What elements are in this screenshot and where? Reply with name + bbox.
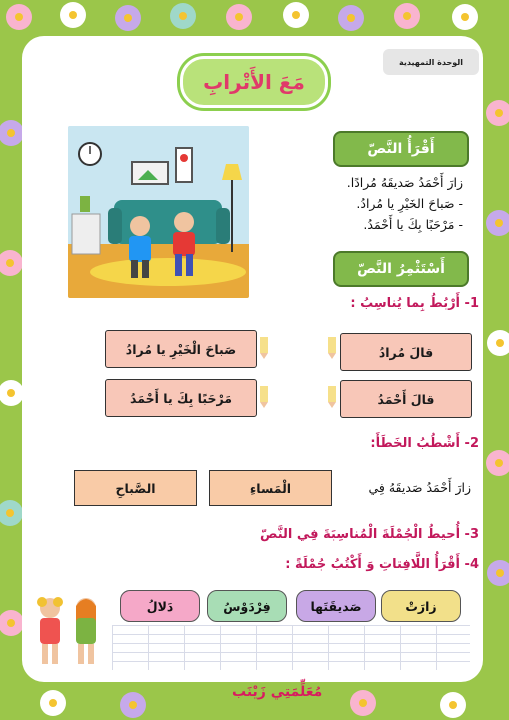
word-tag-1: زارَتْ [381,590,461,622]
flower-decoration [0,250,23,276]
flower-decoration [486,210,509,236]
flower-decoration [283,2,309,28]
flower-decoration [115,5,141,31]
word-tag-2: صَديقَتَها [296,590,376,622]
friends-illustration [68,126,249,298]
room-scene-svg [68,126,249,298]
match-right-1[interactable]: قالَ مُرادُ [340,333,472,371]
flower-decoration [487,560,509,586]
flower-decoration [487,330,509,356]
flower-decoration [170,3,196,29]
text-line-2: - صَباحَ الخَيْرِ يا مُرادُ. [356,196,463,211]
flower-decoration [0,610,24,636]
question-2-title: 2- أَشْطُبُ الخَطَأَ: [370,436,479,451]
match-left-2[interactable]: مَرْحَبًا بِكَ يا أَحْمَدُ [105,379,257,417]
section-read-label: أَقْرَأُ النَّصّ [333,131,469,167]
pencil-icon [326,386,338,408]
flower-decoration [452,4,478,30]
option-morning[interactable]: الصَّباحِ [74,470,197,506]
pencil-icon [326,337,338,359]
flower-decoration [0,500,23,526]
children-illustration [28,592,110,674]
question-4-title: 4- أَقْرَأُ اللَّافِتاتِ وَ أَكْتُبُ جُمْلَةً : [285,557,479,572]
flower-decoration [350,690,376,716]
flower-decoration [0,120,24,146]
option-evening[interactable]: الْمَساءِ [209,470,332,506]
pencil-icon [258,386,270,408]
page-title: مَعَ الأَتْرابِ [180,56,328,108]
flower-decoration [6,4,32,30]
writing-grid[interactable] [112,625,470,670]
match-right-2[interactable]: قالَ أَحْمَدُ [340,380,472,418]
pencil-icon [258,337,270,359]
section-explore-label: أَسْتَثْمِرُ النَّصّ [333,251,469,287]
question-2-sentence: زارَ أَحْمَدُ صَديقَهُ فِي [368,480,471,495]
flower-decoration [440,692,466,718]
flower-decoration [0,380,24,406]
match-left-1[interactable]: صَباحَ الْخَيْرِ يا مُرادُ [105,330,257,368]
flower-decoration [486,450,509,476]
flower-decoration [394,3,420,29]
text-line-3: - مَرْحَبًا بِكَ يا أَحْمَدُ. [363,217,463,232]
flower-decoration [226,4,252,30]
flower-decoration [338,5,364,31]
teacher-signature: مُعَلِّمَتِي زَيْنَب [232,684,323,700]
question-1-title: 1- أَرْبُطُ بِما يُناسِبُ : [350,296,479,311]
flower-decoration [486,100,509,126]
flower-decoration [120,692,146,718]
unit-tag: الوحدة التمهيدية [383,49,479,75]
word-tag-3: فِرْدَوْسُ [207,590,287,622]
flower-decoration [60,2,86,28]
text-line-1: زارَ أَحْمَدُ صَديقَهُ مُرادًا. [346,175,463,190]
question-3-title: 3- أُحيطُ الْجُمْلَةَ الْمُناسِبَةَ فِي النَّصّ [260,527,479,542]
word-tag-4: دَلالُ [120,590,200,622]
flower-decoration [40,690,66,716]
